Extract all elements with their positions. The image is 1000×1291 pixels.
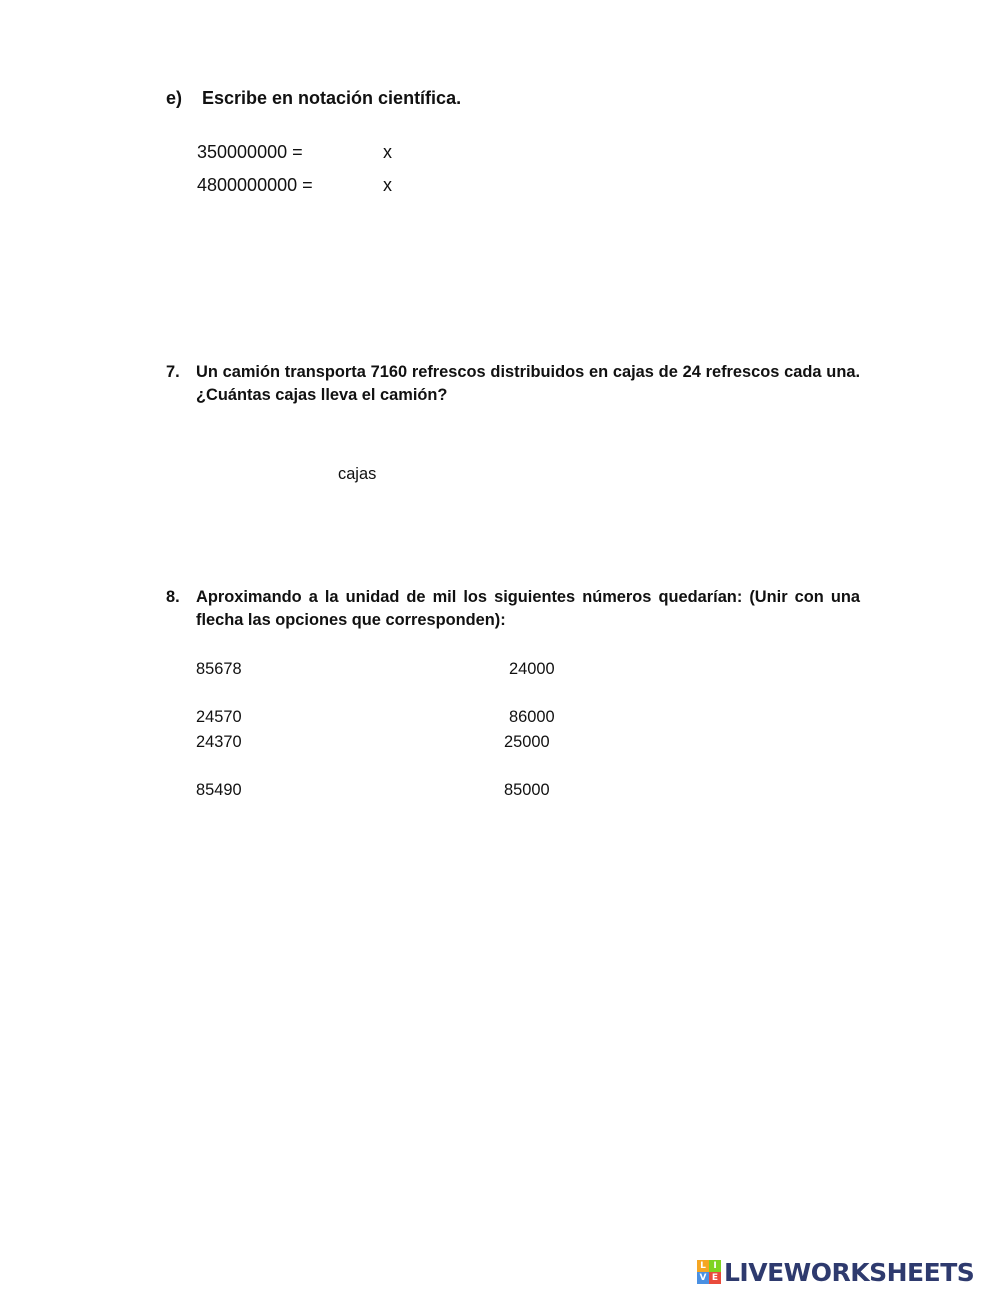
section-e-heading [166,88,461,109]
match-right-1: 24000 [509,660,555,678]
question-7-text: Un camión transporta 7160 refrescos distribuidos en cajas de 24 refrescos cada una. ¿Cuántas cajas lleva el camión? [196,363,860,404]
question-7 [166,361,860,407]
match-left-4: 85490 [196,781,242,799]
match-left-2: 24570 [196,708,242,726]
section-e-title: Escribe en notación científica. [202,88,462,108]
question-8-text: Aproximando a la unidad de mil los siguientes números quedarían: (Unir con una flecha las opciones que corresponden): [196,588,860,629]
match-right-4: 85000 [504,781,550,799]
logo-badge-i: I [709,1260,721,1272]
match-left-3: 24370 [196,733,242,751]
logo-badge-icon [697,1260,721,1284]
section-e-marker: e) [166,88,183,108]
match-right-3: 25000 [504,733,550,751]
match-left-1: 85678 [196,660,242,678]
sci-times-1: x [383,142,392,162]
logo-badge-v: V [697,1272,709,1284]
sci-number-2: 4800000000 = [197,175,313,195]
sci-number-1: 350000000 = [197,142,303,162]
liveworksheets-logo [697,1257,974,1287]
question-8-number: 8. [166,588,180,606]
logo-text: LIVEWORKSHEETS [724,1257,975,1287]
question-7-number: 7. [166,363,180,381]
question-8 [166,586,860,632]
logo-badge-e: E [709,1272,721,1284]
answer-unit-cajas: cajas [338,465,377,483]
sci-times-2: x [383,175,392,195]
logo-badge-l: L [697,1260,709,1272]
match-right-2: 86000 [509,708,555,726]
